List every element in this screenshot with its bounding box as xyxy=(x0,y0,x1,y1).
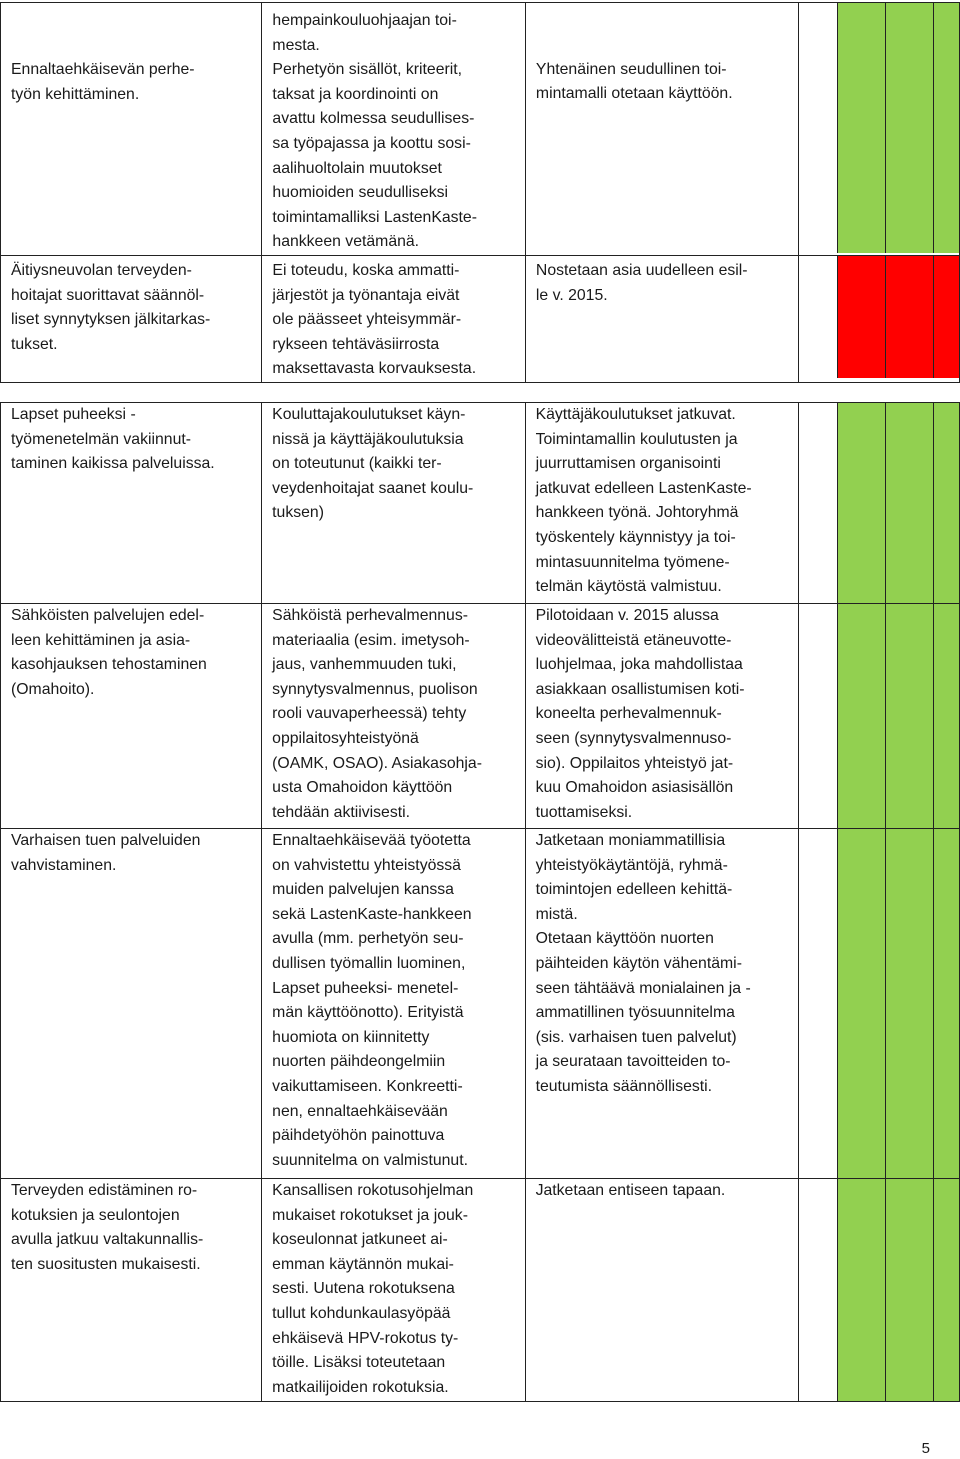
goal-cell xyxy=(1,3,262,256)
future-cell xyxy=(525,403,798,604)
actions-cell xyxy=(262,604,525,829)
status-square xyxy=(799,604,837,828)
table-row xyxy=(1,403,960,604)
status-indicator xyxy=(799,3,959,253)
actions-cell xyxy=(262,1179,525,1402)
status-cell xyxy=(798,604,959,829)
status-cell xyxy=(798,255,959,382)
status-square xyxy=(933,829,959,1178)
status-square xyxy=(933,3,959,253)
status-cell xyxy=(798,3,959,256)
status-square xyxy=(933,604,959,828)
goal-cell xyxy=(1,1179,262,1402)
progress-table-bottom xyxy=(0,402,960,1402)
future-cell xyxy=(525,1179,798,1402)
goal-text: Lapset puheeksi - työmenetelmän vakiinnut- taminen kaikissa palveluissa. xyxy=(11,406,215,473)
status-square xyxy=(799,403,837,603)
status-square xyxy=(799,829,837,1178)
actions-cell xyxy=(262,3,526,256)
goal-text: Varhaisen tuen palveluiden vahvistaminen. xyxy=(11,832,201,874)
actions-text: hempainkouluohjaajan toi- mesta. Perhetyön sisällöt, kriteerit, taksat ja koordinointi on avattu kolmessa seudullises- sa työpajassa ja koottu sosi- aalihuoltolain muutokset huomioiden seudulliseksi toimintamalliksi LastenKaste- hankkeen vetämänä. xyxy=(272,12,477,251)
actions-cell xyxy=(262,403,525,604)
status-square xyxy=(837,256,885,378)
status-square xyxy=(885,403,933,603)
status-indicator xyxy=(799,403,959,603)
actions-text: Ei toteudu, koska ammatti- järjestöt ja työnantaja eivät ole päässeet yhteisymmär- rykseen tehtäväsiirrosta maksettavasta korvauksesta. xyxy=(272,261,477,378)
table-row xyxy=(1,604,960,829)
goal-text: Terveyden edistäminen ro- kotuksien ja seulontojen avulla jatkuu valtakunnallis- ten suositusten mukaisesti. xyxy=(11,1182,204,1273)
status-square xyxy=(885,829,933,1178)
status-indicator xyxy=(799,604,959,828)
status-cell xyxy=(798,403,959,604)
status-indicator xyxy=(799,1179,959,1401)
future-text: Pilotoidaan v. 2015 alussa videovälitteistä etäneuvotte- luohjelmaa, joka mahdollistaa asiakkaan osallistumisen koti- koneelta perhevalmennuk- seen (synnytysvalmennuso- sio). Oppilaitos yhteistyö jat- kuu Omahoidon asiasisällön tuottamiseksi. xyxy=(535,607,745,821)
table-body-top xyxy=(1,3,960,383)
actions-text: Sähköistä perhevalmennus- materiaalia (esim. imetysoh- jaus, vanhemmuuden tuki, synnytysvalmennus, puolison rooli vauvaperheessä) tehty oppilaitosyhteistyönä (OAMK, OSAO). Asiakasohja- usta Omahoidon käyttöön tehdään aktiivisesti. xyxy=(272,607,482,821)
status-square xyxy=(933,403,959,603)
goal-cell xyxy=(1,403,262,604)
status-square xyxy=(885,1179,933,1401)
table-row xyxy=(1,829,960,1179)
status-square xyxy=(837,3,885,253)
goal-text: Ennaltaehkäisevän perhe- työn kehittäminen. xyxy=(11,61,195,103)
table-row xyxy=(1,255,960,382)
table-row xyxy=(1,1179,960,1402)
status-indicator xyxy=(799,256,959,378)
goal-text: Sähköisten palvelujen edel- leen kehittäminen ja asia- kasohjauksen tehostaminen (Omahoito). xyxy=(11,607,207,698)
status-square xyxy=(885,256,933,378)
goal-cell xyxy=(1,255,262,382)
goal-cell xyxy=(1,829,262,1179)
status-square xyxy=(799,3,837,253)
status-square xyxy=(837,403,885,603)
table-body-bottom xyxy=(1,403,960,1402)
page-number: 5 xyxy=(921,1440,930,1457)
status-cell xyxy=(798,829,959,1179)
actions-text: Kouluttajakoulutukset käyn- nissä ja käyttäjäkoulutuksia on toteutunut (kaikki ter- veydenhoitajat saanet koulu- tuksen) xyxy=(272,406,474,522)
goal-cell xyxy=(1,604,262,829)
actions-text: Kansallisen rokotusohjelman mukaiset rokotukset ja jouk- koseulonnat jatkuneet ai- emman käytännön mukai- sesti. Uutena rokotuksena tullut kohdunkaulasyöpää ehkäisevä HPV-rokotus ty- töille. Lisäksi toteutetaan matkailijoiden rokotuksia. xyxy=(272,1182,474,1396)
status-square xyxy=(885,3,933,253)
status-square xyxy=(837,829,885,1178)
table-row xyxy=(1,3,960,256)
goal-text: Äitiysneuvolan terveyden- hoitajat suorittavat säännöl- liset synnytyksen jälkitarkas- tukset. xyxy=(11,261,211,353)
status-square xyxy=(885,604,933,828)
progress-table-top xyxy=(0,2,960,383)
status-square xyxy=(837,1179,885,1401)
status-indicator xyxy=(799,829,959,1178)
status-square xyxy=(837,604,885,828)
status-cell xyxy=(798,1179,959,1402)
future-cell xyxy=(525,604,798,829)
status-square xyxy=(799,256,837,378)
status-square xyxy=(933,1179,959,1401)
actions-cell xyxy=(262,829,525,1179)
future-text: Nostetaan asia uudelleen esil- le v. 2015. xyxy=(535,261,748,304)
status-square xyxy=(799,1179,837,1401)
future-text: Käyttäjäkoulutukset jatkuvat. Toimintamallin koulutusten ja juurruttamisen organisointi jatkuvat edelleen LastenKaste- hankkeen työnä. Johtoryhmä työskentely käynnistyy ja toi- mintasuunnitelma työmene- telmän käytöstä valmistuu. xyxy=(535,406,752,596)
future-text: Jatketaan moniammatillisia yhteistyökäytäntöjä, ryhmä- toimintojen edelleen kehittä- mistä. Otetaan käyttöön nuorten päihteiden käytön vähentämi- seen tähtäävä monialainen ja - ammatillinen työsuunnitelma (sis. varhaisen tuen palvelut) ja seurataan tavoitteiden to- teutumista säännöllisesti. xyxy=(535,832,751,1095)
future-cell xyxy=(525,255,798,382)
future-text: Jatketaan entiseen tapaan. xyxy=(535,1182,726,1199)
future-cell xyxy=(525,829,798,1179)
future-text: Yhtenäinen seudullinen toi- mintamalli otetaan käyttöön. xyxy=(535,60,733,103)
status-square xyxy=(933,256,959,378)
future-cell xyxy=(525,3,798,256)
actions-cell xyxy=(262,255,526,382)
actions-text: Ennaltaehkäisevää työotetta on vahvistettu yhteistyössä muiden palvelujen kanssa sekä LastenKaste-hankkeen avulla (mm. perhetyön seu- dullisen työmallin luominen, Lapset puheeksi- menetel- män käyttöönotto). Erityistä huomiota on kiinnitetty nuorten päihdeongelmiin vaikuttamiseen. Konkreetti- nen, ennaltaehkäisevään päihdetyöhön painottuva suunnitelma on valmistunut. xyxy=(272,832,472,1169)
